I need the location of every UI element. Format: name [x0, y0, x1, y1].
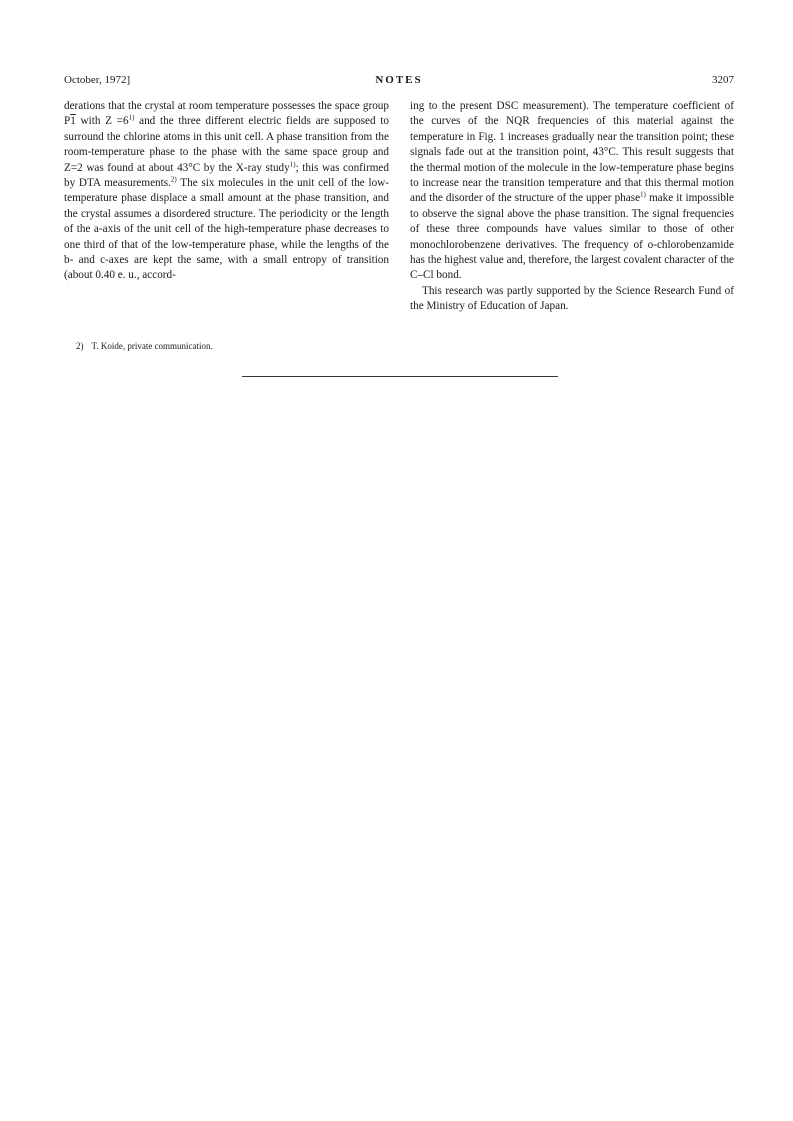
text-run: ing to the present DSC measurement). The temperature coefficient of the curves of the NQR frequencies of this material against the temperature in Fig. 1 increases gradually near the transition point; these signals fade out at the transition point, 43°C. This result suggests that the thermal motion of the molecule in the low-temperature phase begins to increase near the transition temperature and that this thermal motion and the disorder of the structure of the upper phase	[410, 100, 734, 205]
issue-date: October, 1972]	[64, 74, 131, 86]
footnote-number: 2)	[76, 341, 84, 351]
citation-ref: 2)	[170, 175, 177, 184]
section-title: NOTES	[375, 74, 423, 86]
text-run: The six molecules in the unit cell of the low-temperature phase displace a small amount at the phase transition, and the crystal assumes a disordered structure. The periodicity or the length of the a-axis of the unit cell of the high-temperature phase decreases to one third of that of the low-temperature phase, while the lengths of the b- and c-axes are kept the same, with a small entropy of transition (about 0.40 e. u., accord-	[64, 177, 389, 282]
right-column	[410, 99, 734, 315]
end-of-article-rule	[242, 376, 558, 377]
running-header	[64, 74, 734, 90]
page-number: 3207	[712, 74, 734, 86]
text-run: ; this was confirmed by DTA measurements.	[64, 161, 389, 190]
text-run: derations that the crystal at room temperature possesses the space group P	[64, 100, 389, 128]
left-column	[64, 99, 389, 284]
left-paragraph	[64, 99, 389, 284]
citation-ref: 1)	[128, 113, 135, 122]
footnote-text: T. Koide, private communication.	[91, 341, 213, 351]
citation-ref: 1)	[289, 159, 296, 168]
acknowledgement: This research was partly supported by the Science Research Fund of the Ministry of Education of Japan.	[410, 284, 734, 313]
text-run: with Z =6	[75, 115, 129, 128]
citation-ref: 1)	[640, 190, 646, 199]
right-paragraph	[410, 99, 734, 284]
footnote	[76, 340, 386, 352]
text-run: make it impossible to observe the signal above the phase transition. The signal frequencies of these three compounds have values similar to those of other monochlorobenzene derivatives. The frequency of o-chlorobenzamide has the highest value and, therefore, the largest covalent character of the C–Cl bond.	[410, 192, 734, 282]
text-run: and the three different electric fields are supposed to surround the chlorine atoms in this unit cell. A phase transition from the room-temperature phase to the phase with the same space group and Z=2 was found at about 43°C by the X-ray study	[64, 115, 389, 174]
space-group-number: 1	[70, 115, 76, 128]
